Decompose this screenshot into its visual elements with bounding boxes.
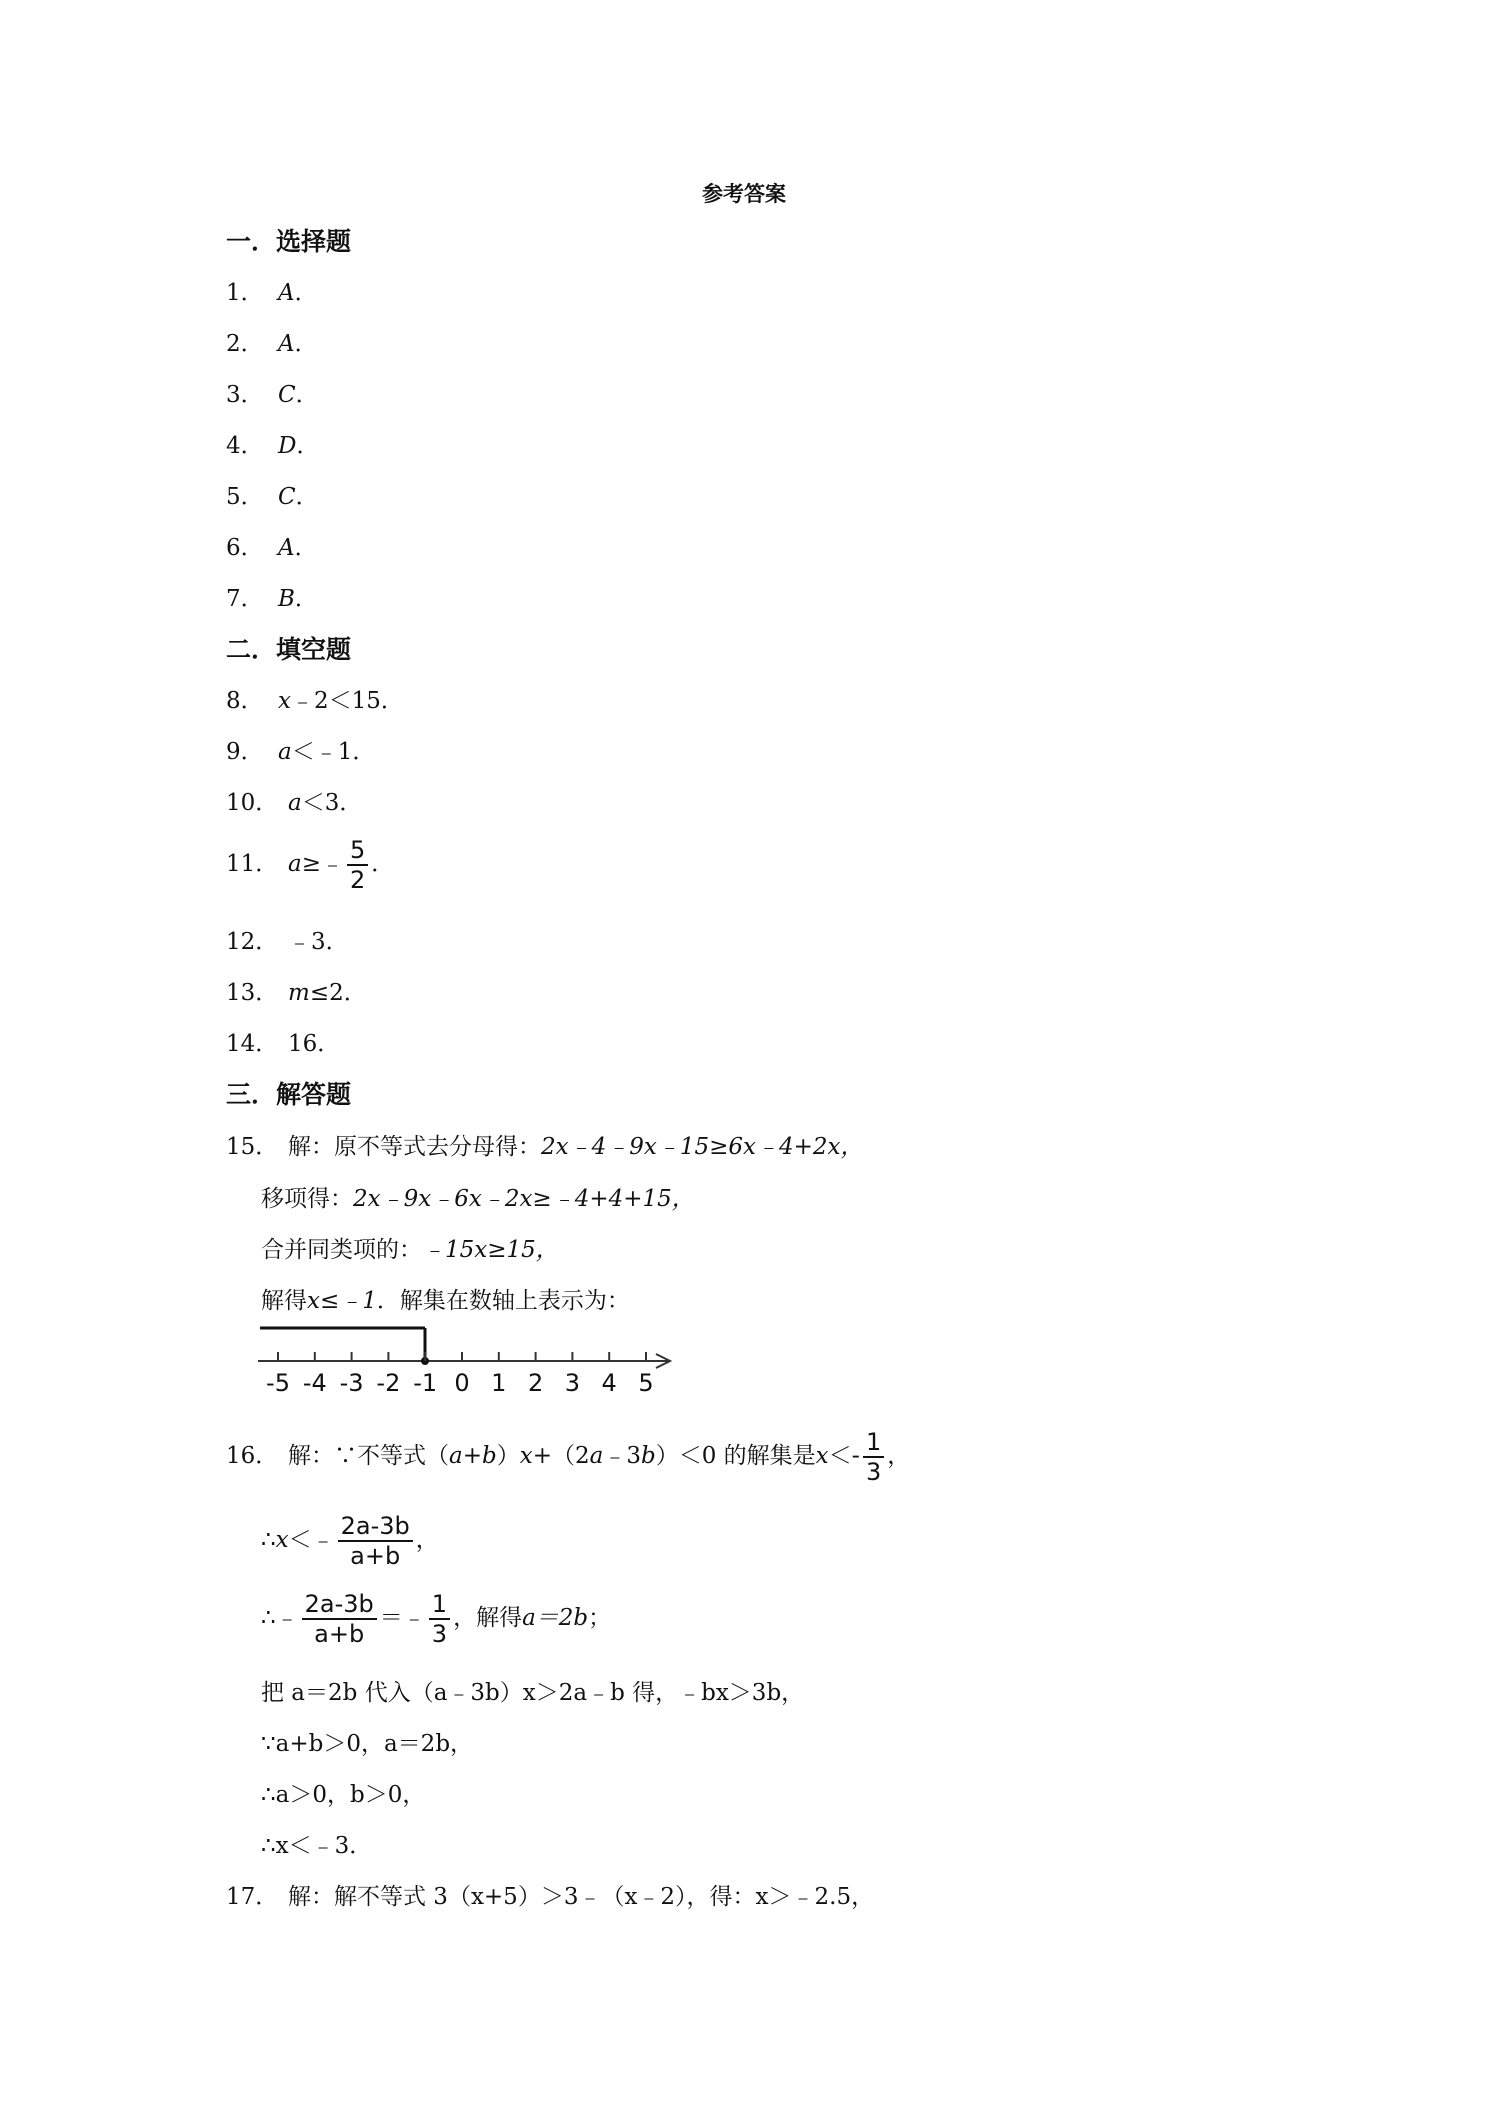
section-fill-heading: 二．填空题 — [226, 635, 352, 664]
choice-answer-7: 7． B． — [226, 586, 318, 612]
choice-answer-3: 3． C． — [226, 382, 319, 408]
q15-line-4: 解得x≤﹣1．解集在数轴上表示为： — [261, 1288, 630, 1314]
q16-line-5: ∵a+b＞0，a＝2b， — [261, 1731, 474, 1757]
q15-line-3: 合并同类项的：﹣15x≥15， — [261, 1237, 559, 1263]
fill-answer-11: 11． a≥﹣ $\frac{5}{2}$ ． — [226, 836, 395, 894]
axis-tick-label: 2 — [527, 1369, 544, 1397]
section-choice-heading: 一．选择题 — [226, 227, 352, 256]
section-solve-heading: 三．解答题 — [226, 1080, 352, 1109]
q16-line-7: ∴x＜﹣3． — [261, 1833, 373, 1859]
choice-answer-5: 5． C． — [226, 484, 319, 510]
q16-line-4: 把 a＝2b 代入（a﹣3b）x＞2a﹣b 得，﹣bx＞3b， — [261, 1680, 805, 1706]
q15-line-1: 15． 解：原不等式去分母得：2x﹣4﹣9x﹣15≥6x﹣4+2x， — [226, 1134, 864, 1160]
q16-line-3: ∴﹣ $\frac{2a-3b}{a+b}$ ＝﹣ $\frac{1}{3}$ ，解得a＝2b； — [261, 1590, 612, 1648]
q15-line-2: 移项得：2x﹣9x﹣6x﹣2x≥﹣4+4+15， — [261, 1186, 695, 1212]
number-line-figure — [258, 1325, 678, 1409]
axis-tick-label: -4 — [302, 1369, 327, 1397]
fraction-2a-3b-over-a-b: $\frac{2a-3b}{a+b}$ — [338, 1512, 413, 1570]
axis-tick-label: -5 — [266, 1369, 290, 1397]
axis-tick-label: 5 — [638, 1369, 654, 1397]
page-title: 参考答案 — [702, 182, 786, 206]
axis-tick-label: -2 — [376, 1369, 401, 1397]
axis-tick-label: 3 — [564, 1369, 581, 1397]
fill-answer-12: 12． ﹣3． — [226, 929, 349, 955]
fill-answer-10: 10． a＜3． — [226, 790, 363, 816]
choice-answer-2: 2． A． — [226, 331, 318, 357]
choice-answer-1: 1． A． — [226, 280, 318, 306]
axis-tick-label: -3 — [339, 1369, 364, 1397]
fraction-1-over-3: $\frac{1}{3}$ — [863, 1428, 884, 1486]
q16-line-6: ∴a＞0，b＞0， — [261, 1782, 426, 1808]
axis-tick-label: 1 — [491, 1369, 507, 1397]
fraction-5-over-2: $\frac{5}{2}$ — [347, 836, 368, 894]
q17-line-1: 17． 解：解不等式 3（x+5）＞3﹣（x﹣2），得：x＞﹣2.5， — [226, 1884, 875, 1910]
fill-answer-9: 9． a＜﹣1． — [226, 739, 376, 765]
fraction-1-over-3-2: $\frac{1}{3}$ — [429, 1590, 450, 1648]
fill-answer-13: 13． m≤2． — [226, 980, 367, 1006]
fill-answer-8: 8． x﹣2＜15． — [226, 688, 404, 714]
axis-tick-label: 4 — [601, 1369, 617, 1397]
q16-line-2: ∴x＜﹣ $\frac{2a-3b}{a+b}$ ， — [261, 1512, 439, 1570]
axis-tick-label: 0 — [454, 1369, 470, 1397]
q16-line-1: 16． 解：∵不等式（a+b）x+（2a﹣3b）＜0 的解集是x＜- $\frac{1}{3}$ ， — [226, 1428, 911, 1486]
choice-answer-4: 4． D． — [226, 433, 320, 459]
choice-answer-6: 6． A． — [226, 535, 318, 561]
fill-answer-14: 14． 16． — [226, 1031, 341, 1057]
fraction-2a-3b-over-a-b-2: $\frac{2a-3b}{a+b}$ — [302, 1590, 377, 1648]
axis-tick-label: -1 — [413, 1369, 438, 1397]
number-line-svg — [258, 1325, 678, 1405]
